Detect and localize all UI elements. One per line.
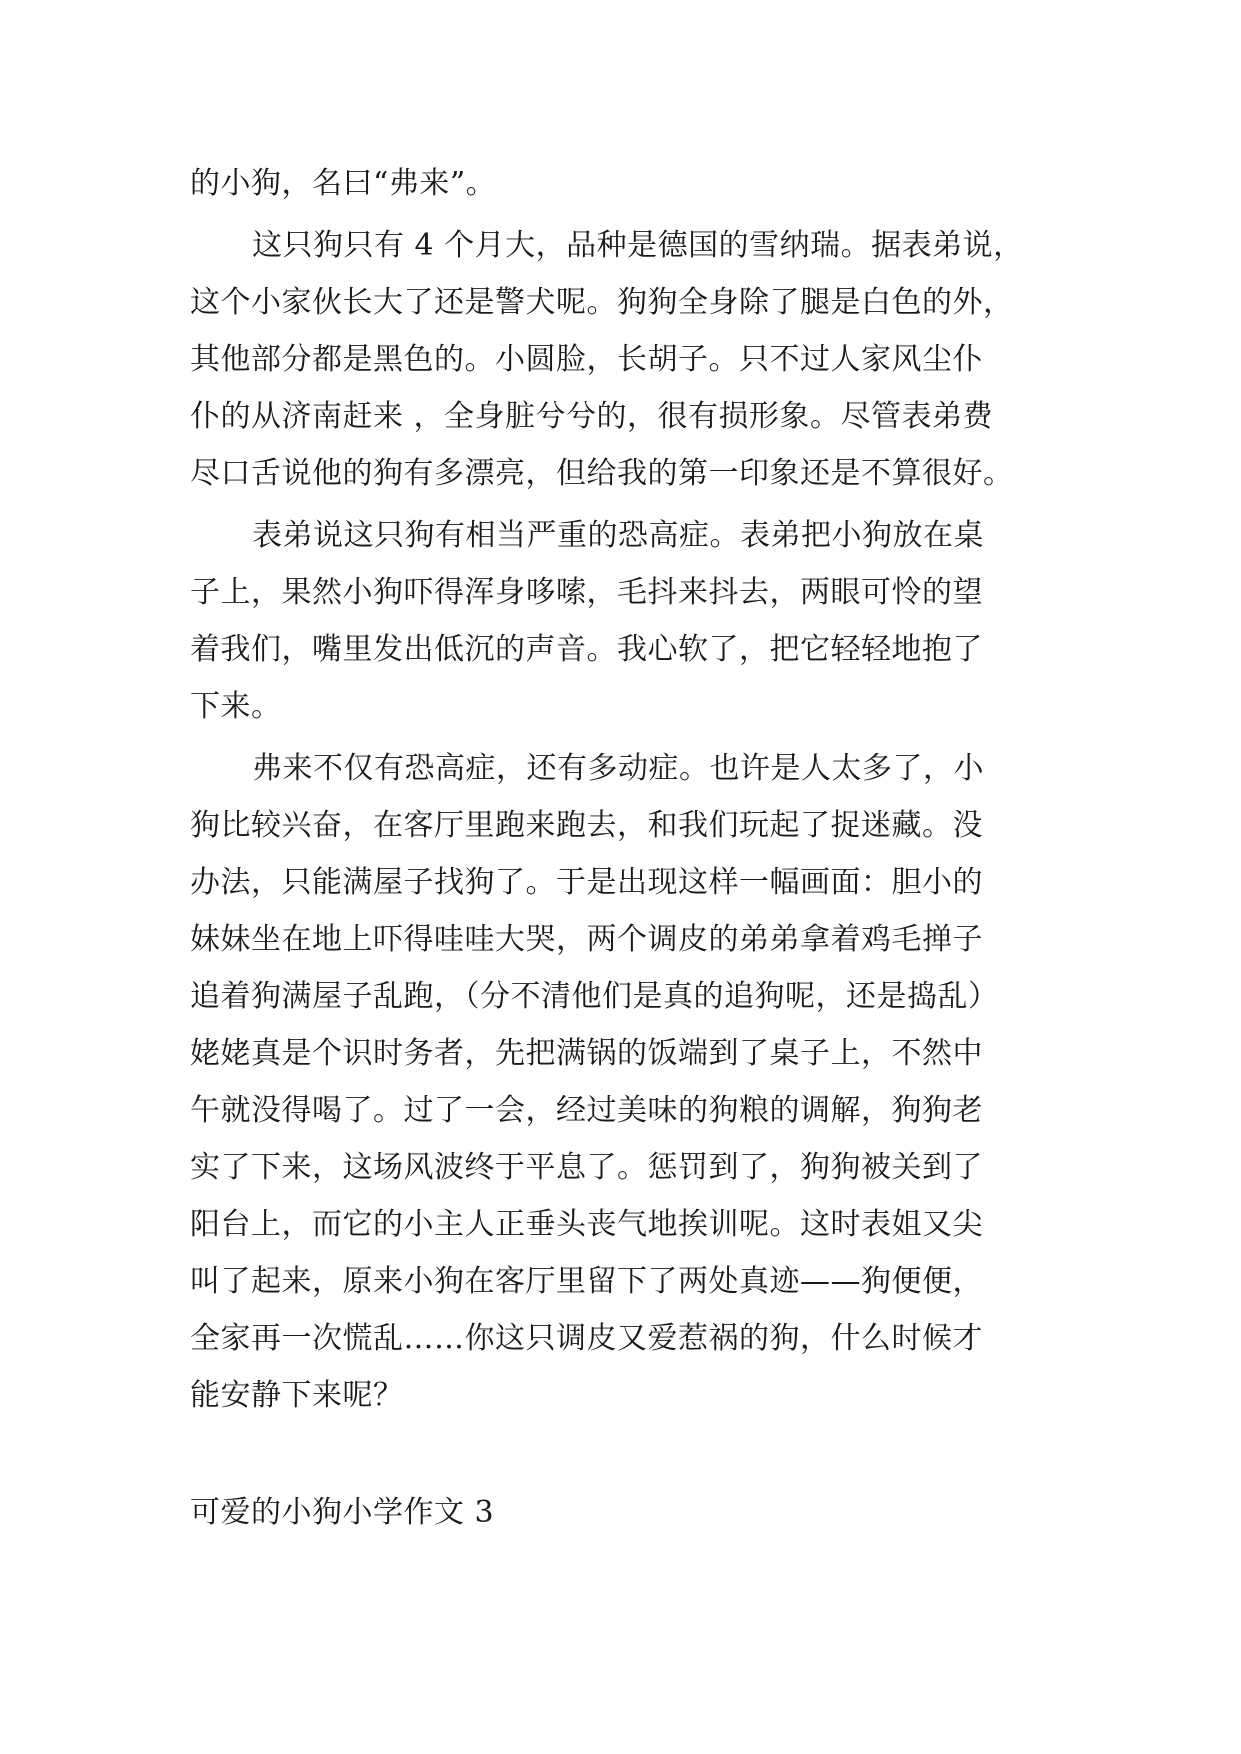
text-line: 尽口舌说他的狗有多漂亮，但给我的第一印象还是不算很好。 <box>190 456 1014 491</box>
text-line: 的小狗，名曰“弗来”。 <box>190 166 497 201</box>
text-line: 狗比较兴奋，在客厅里跑来跑去，和我们玩起了捉迷藏。没 <box>190 808 983 843</box>
text-line: 着我们，嘴里发出低沉的声音。我心软了，把它轻轻地抱了 <box>190 632 983 667</box>
section-title: 可爱的小狗小学作文 3 <box>190 1495 495 1530</box>
text-line: 下来。 <box>190 689 282 724</box>
text-line: 能安静下来呢？ <box>190 1378 404 1413</box>
text-line: 姥姥真是个识时务者，先把满锅的饭端到了桌子上，不然中 <box>190 1036 983 1071</box>
text-line: 其他部分都是黑色的。小圆脸，长胡子。只不过人家风尘仆 <box>190 342 983 377</box>
text-line: 阳台上，而它的小主人正垂头丧气地挨训呢。这时表姐又尖 <box>190 1207 983 1242</box>
text-line: 叫了起来，原来小狗在客厅里留下了两处真迹——狗便便， <box>190 1264 983 1299</box>
text-line: 追着狗满屋子乱跑，（分不清他们是真的追狗呢，还是捣乱） <box>190 979 999 1014</box>
text-line: 实了下来，这场风波终于平息了。惩罚到了，狗狗被关到了 <box>190 1150 983 1185</box>
paragraph-start: 表弟说这只狗有相当严重的恐高症。表弟把小狗放在桌 <box>252 518 984 553</box>
text-line: 妹妹坐在地上吓得哇哇大哭，两个调皮的弟弟拿着鸡毛掸子 <box>190 922 983 957</box>
paragraph-start: 弗来不仅有恐高症，还有多动症。也许是人太多了，小 <box>252 751 984 786</box>
text-line: 全家再一次慌乱……你这只调皮又爱惹祸的狗，什么时候才 <box>190 1321 983 1356</box>
text-line: 仆的从济南赶来 ，全身脏兮兮的，很有损形象。尽管表弟费 <box>190 399 994 434</box>
text-line: 办法，只能满屋子找狗了。于是出现这样一幅画面：胆小的 <box>190 865 983 900</box>
text-line: 子上，果然小狗吓得浑身哆嗦，毛抖来抖去，两眼可怜的望 <box>190 575 983 610</box>
text-line: 这个小家伙长大了还是警犬呢。狗狗全身除了腿是白色的外， <box>190 285 1014 320</box>
paragraph-start: 这只狗只有 4 个月大，品种是德国的雪纳瑞。据表弟说， <box>252 228 1024 263</box>
text-line: 午就没得喝了。过了一会，经过美味的狗粮的调解，狗狗老 <box>190 1093 983 1128</box>
